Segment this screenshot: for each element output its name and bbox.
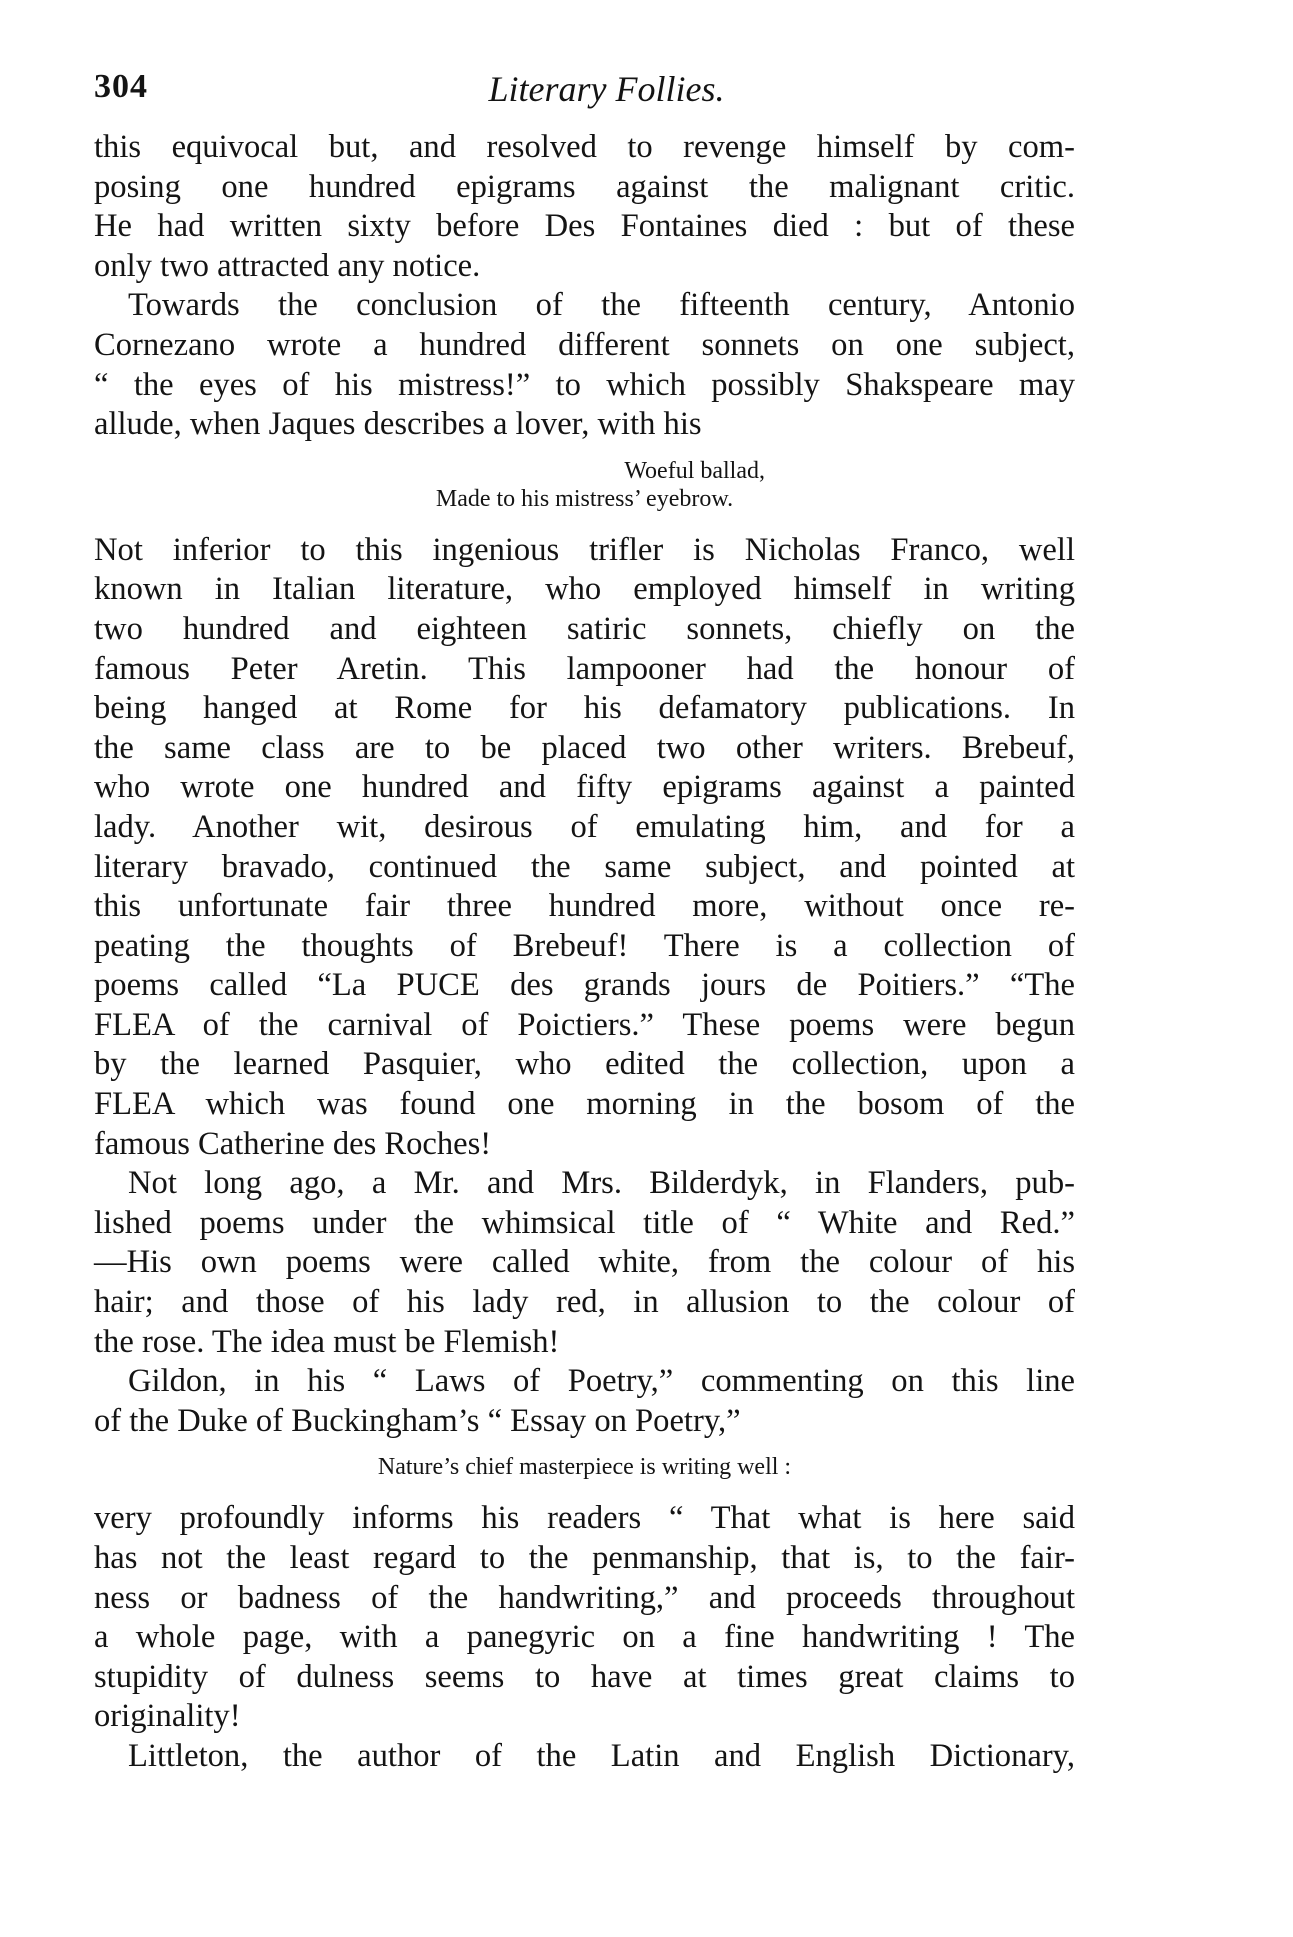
text-line: “ the eyes of his mistress!” to which possibly Shakspeare may (94, 366, 1075, 403)
text-line: Gildon, in his “ Laws of Poetry,” commenting on this line (128, 1363, 1075, 1400)
running-title: Literary Follies. (488, 69, 725, 109)
text-line: of the Duke of Buckingham’s “ Essay on Poetry,” (94, 1402, 741, 1439)
text-line: originality! (94, 1698, 241, 1735)
text-line: allude, when Jaques describes a lover, with his (94, 406, 702, 443)
text-line: hair; and those of his lady red, in allusion to the colour of (94, 1284, 1075, 1321)
text-line: lady. Another wit, desirous of emulating him, and for a (94, 808, 1075, 845)
text-line: Towards the conclusion of the fifteenth century, Antonio (128, 287, 1075, 324)
text-line: a whole page, with a panegyric on a fine handwriting ! The (94, 1619, 1075, 1656)
text-line: this unfortunate fair three hundred more, without once re- (94, 888, 1075, 925)
text-line: Cornezano wrote a hundred different sonnets on one subject, (94, 326, 1075, 363)
text-line: —His own poems were called white, from the colour of his (94, 1244, 1075, 1281)
text-line: peating the thoughts of Brebeuf! There is a collection of (94, 927, 1075, 964)
text-line: two hundred and eighteen satiric sonnets, chiefly on the (94, 610, 1075, 647)
text-line: literary bravado, continued the same subject, and pointed at (94, 848, 1075, 885)
text-line: lished poems under the whimsical title of “ White and Red.” (94, 1204, 1075, 1241)
text-line: stupidity of dulness seems to have at times great claims to (94, 1658, 1075, 1695)
page-number: 304 (94, 68, 148, 105)
page-body (94, 128, 1075, 1777)
verse-quote (94, 1453, 1075, 1481)
text-line: this equivocal but, and resolved to revenge himself by com- (94, 129, 1075, 165)
text-line: Littleton, the author of the Latin and English Dictionary, (128, 1737, 1075, 1774)
text-line: has not the least regard to the penmanship, that is, to the fair- (94, 1540, 1075, 1576)
text-line: FLEA which was found one morning in the bosom of the (94, 1086, 1075, 1123)
text-line: famous Catherine des Roches! (94, 1125, 492, 1162)
text-line: Not long ago, a Mr. and Mrs. Bilderdyk, in Flanders, pub- (128, 1165, 1075, 1202)
text-line: being hanged at Rome for his defamatory publications. In (94, 690, 1075, 727)
text-line: Not inferior to this ingenious trifler is Nicholas Franco, well (94, 531, 1075, 568)
text-line: FLEA of the carnival of Poictiers.” These poems were begun (94, 1006, 1075, 1043)
text-line: only two attracted any notice. (94, 247, 481, 284)
quote-line: Nature’s chief masterpiece is writing well : (377, 1454, 792, 1481)
page-header (94, 68, 1079, 118)
verse-quote (94, 457, 1075, 513)
text-line: posing one hundred epigrams against the malignant critic. (94, 168, 1075, 205)
text-line: famous Peter Aretin. This lampooner had the honour of (94, 650, 1075, 687)
text-line: known in Italian literature, who employed himself in writing (94, 571, 1075, 608)
text-line: very profoundly informs his readers “ That what is here said (94, 1500, 1075, 1537)
text-line: the rose. The idea must be Flemish! (94, 1323, 560, 1360)
quote-line: Made to his mistress’ eyebrow. (435, 485, 734, 512)
quote-line: Woeful ballad, (624, 457, 765, 484)
text-line: by the learned Pasquier, who edited the collection, upon a (94, 1046, 1075, 1083)
text-line: who wrote one hundred and fifty epigrams against a painted (94, 769, 1075, 806)
text-line: He had written sixty before Des Fontaines died : but of these (94, 208, 1075, 245)
text-line: ness or badness of the handwriting,” and proceeds throughout (94, 1579, 1075, 1616)
text-line: the same class are to be placed two other writers. Brebeuf, (94, 729, 1075, 766)
text-line: poems called “La PUCE des grands jours de Poitiers.” “The (94, 967, 1075, 1004)
